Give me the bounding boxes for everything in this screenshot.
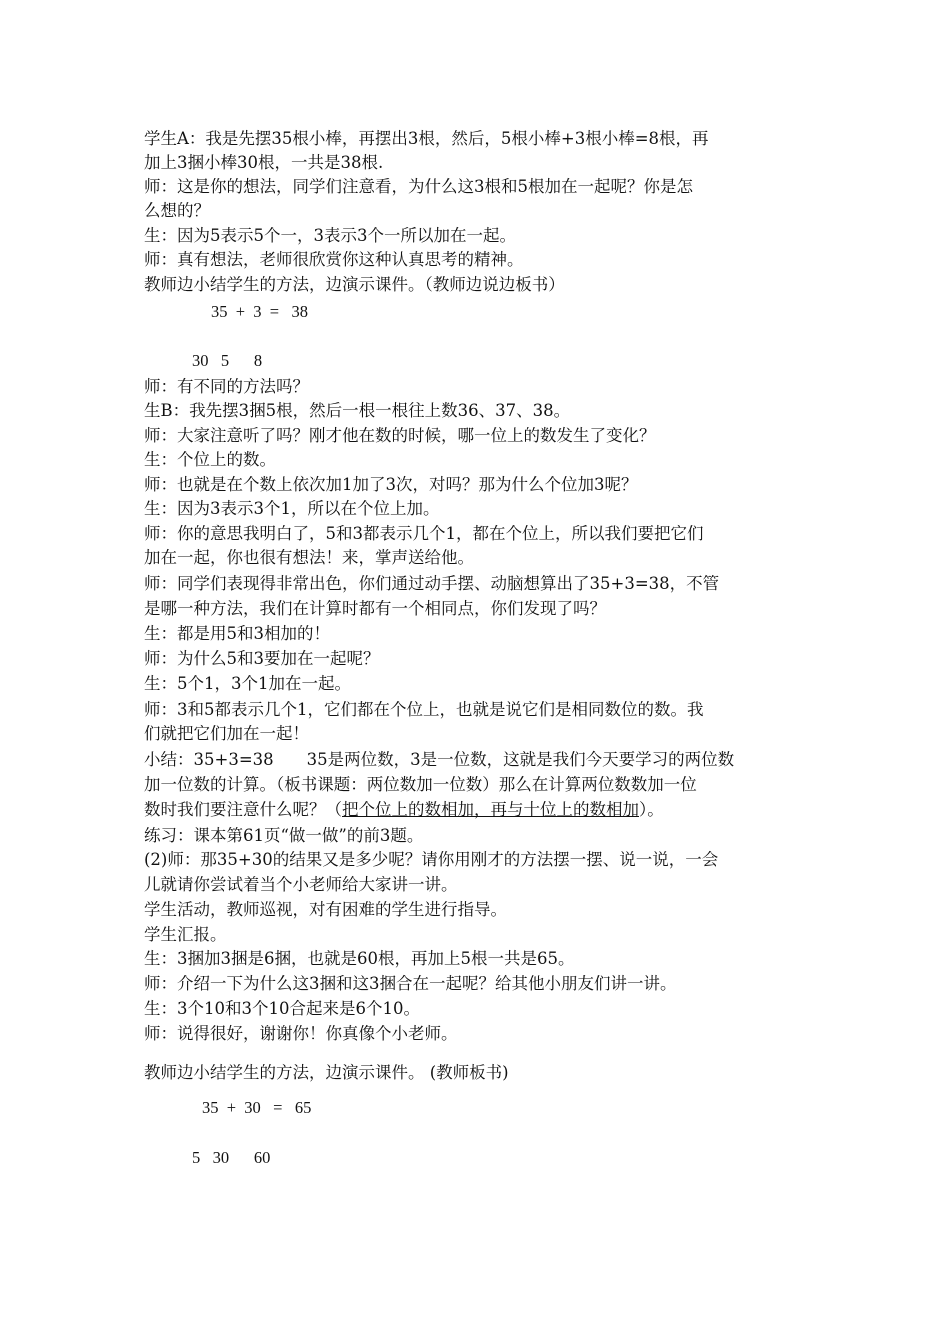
text-line: 师：有不同的方法吗？ <box>144 377 309 396</box>
text-line: 师：大家注意听了吗？刚才他在数的时候，哪一位上的数发生了变化？ <box>144 426 656 445</box>
text-line: 生：5个1，3个1加在一起。 <box>144 674 351 693</box>
text-line: 师：这是你的想法，同学们注意看，为什么这3根和5根加在一起呢？你是怎 <box>144 177 693 196</box>
text-line: 生：3个10和3个10合起来是6个10。 <box>144 999 420 1018</box>
text-segment: 数时我们要注意什么呢？（ <box>144 800 342 819</box>
text-line: 生：都是用5和3相加的！ <box>144 624 330 643</box>
board-equation-1-breakdown: 30 5 8 <box>192 351 263 370</box>
board-equation-2: 35 + 30 = 65 <box>202 1098 312 1117</box>
text-line: 师：你的意思我明白了，5和3都表示几个1，都在个位上，所以我们要把它们 <box>144 524 704 543</box>
text-segment: ）。 <box>639 800 664 819</box>
text-line: 学生汇报。 <box>144 925 227 944</box>
text-line: (2)师：那35+30的结果又是多少呢？请你用刚才的方法摆一摆、说一说，一会 <box>144 850 719 869</box>
text-line: 生：因为3表示3个1，所以在个位上加。 <box>144 499 440 518</box>
text-line: 学生活动，教师巡视，对有困难的学生进行指导。 <box>144 900 507 919</box>
text-line: 师：同学们表现得非常出色，你们通过动手摆、动脑想算出了35+3=38，不管 <box>144 574 720 593</box>
text-line: 加一位数的计算。（板书课题：两位数加一位数）那么在计算两位数数加一位 <box>144 775 697 794</box>
text-line: 师：3和5都表示几个1，它们都在个位上，也就是说它们是相同数位的数。我 <box>144 700 704 719</box>
text-line: 师：说得很好，谢谢你！你真像个小老师。 <box>144 1024 458 1043</box>
text-line: 加上3捆小棒30根，一共是38根. <box>144 153 384 172</box>
text-line: 师：为什么5和3要加在一起呢？ <box>144 649 380 668</box>
text-line: 小结：35+3=38 35是两位数，3是一位数，这就是我们今天要学习的两位数 <box>144 750 735 769</box>
board-equation-1: 35 + 3 = 38 <box>211 302 308 321</box>
text-line: 教师边小结学生的方法，边演示课件。（教师边说边板书） <box>144 275 565 294</box>
text-line: 儿就请你尝试着当个小老师给大家讲一讲。 <box>144 875 458 894</box>
text-line: 是哪一种方法，我们在计算时都有一个相同点，你们发现了吗？ <box>144 599 606 618</box>
text-line: 生：3捆加3捆是6捆，也就是60根，再加上5根一共是65。 <box>144 949 575 968</box>
text-line: 师：介绍一下为什么这3捆和这3捆合在一起呢？给其他小朋友们讲一讲。 <box>144 974 677 993</box>
text-line: 加在一起，你也很有想法！来，掌声送给他。 <box>144 548 474 567</box>
board-equation-2-breakdown: 5 30 60 <box>192 1148 271 1167</box>
text-line: 师：真有想法，老师很欣赏你这种认真思考的精神。 <box>144 250 524 269</box>
text-line: 生B：我先摆3捆5根，然后一根一根往上数36、37、38。 <box>144 401 571 420</box>
text-line: 教师边小结学生的方法，边演示课件。 (教师板书) <box>144 1063 509 1082</box>
text-line: 学生A：我是先摆35根小棒，再摆出3根，然后，5根小棒+3根小棒=8根，再 <box>144 129 709 148</box>
text-line: 练习：课本第61页“做一做”的前3题。 <box>144 826 424 845</box>
text-line-with-underline <box>144 798 814 822</box>
text-line: 们就把它们加在一起！ <box>144 724 309 743</box>
text-line: 生：因为5表示5个一，3表示3个一所以加在一起。 <box>144 226 516 245</box>
text-line: 师：也就是在个数上依次加1加了3次，对吗？那为什么个位加3呢？ <box>144 475 638 494</box>
underlined-answer: 把个位上的数相加，再与十位上的数相加 <box>342 800 639 819</box>
text-line: 么想的？ <box>144 201 210 220</box>
text-line: 生：个位上的数。 <box>144 450 276 469</box>
